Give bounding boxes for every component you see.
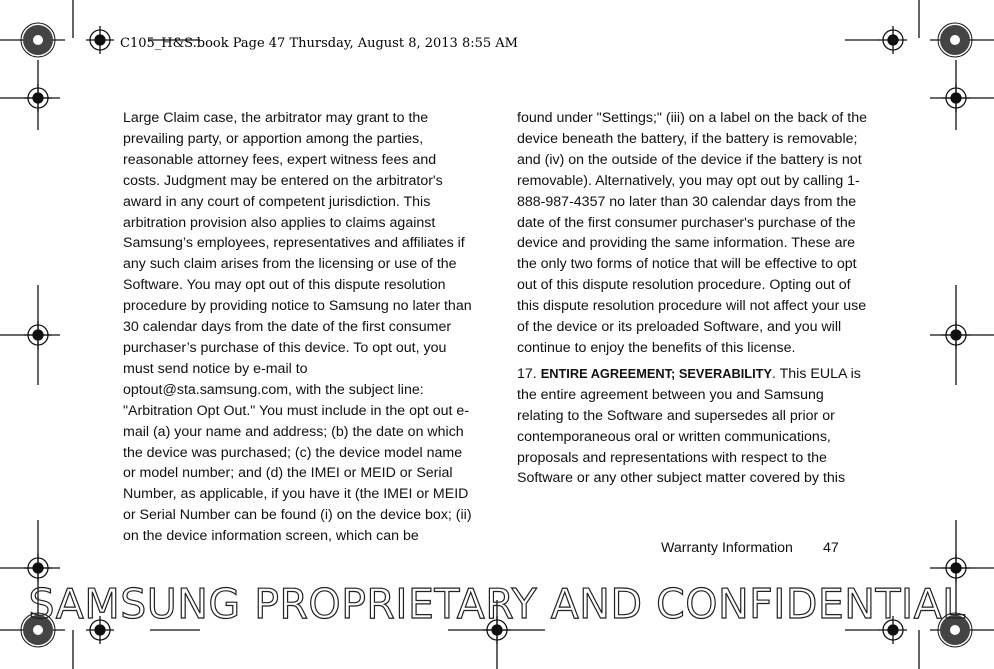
right-paragraph-2 [517, 364, 869, 489]
section-number: 17. [517, 365, 537, 382]
left-paragraph: Large Claim case, the arbitrator may grant to the prevailing party, or apportion among the parties, reasonable attorney fees, expert witness fees and costs. Judgment may be entered on the arbitrator's award in any court of competent jurisdiction. This arbitration provision also applies to claims against Samsung’s employees, representatives and affiliates if any such claim arises from the licensing or use of the Software. You may opt out of this dispute resolution procedure by providing notice to Samsung no later than 30 calendar days from the date of the first consumer purchaser’s purchase of this device. To opt out, you must send notice by e-mail to optout@sta.samsung.com, with the subject line: "Arbitration Opt Out." You must include in the opt out e-mail (a) your name and address; (b) the date on which the device was purchased; (c) the device model name or model number; and (d) the IMEI or MEID or Serial Number, as applicable, if you have it (the IMEI or MEID or Serial Number can be found (i) on the device box; (ii) on the device information screen, which can be [123, 110, 472, 545]
right-paragraph-1: found under "Settings;" (iii) on a label on the back of the device beneath the battery, if the battery is removable; and (iv) on the outside of the device if the battery is not removable). Alternatively, you may opt out by calling 1-888-987-4357 no later than 30 calendar days from the date of the first consumer purchaser's purchase of the device and providing the same information. These are the only two forms of notice that will be effective to opt out of this dispute resolution procedure. Opting out of this dispute resolution procedure will not affect your use of the device or its preloaded Software, and you will continue to enjoy the benefits of this license. [517, 110, 868, 356]
section-body: . This EULA is the entire agreement between you and Samsung relating to the Software and supersedes all prior or contemporaneous oral or written communications, proposals and representations with respect to the Software or any other subject matter covered by this [517, 365, 861, 487]
left-column [123, 108, 475, 547]
confidential-watermark: SAMSUNG PROPRIETARY AND CONFIDENTIAL [28, 580, 966, 628]
page-footer [661, 540, 839, 556]
right-column [517, 108, 869, 489]
page-number: 47 [822, 540, 839, 556]
footer-section-title: Warranty Information [661, 540, 793, 556]
book-header: C105_H&S.book Page 47 Thursday, August 8, 2013 8:55 AM [120, 36, 518, 51]
section-heading: ENTIRE AGREEMENT; SEVERABILITY [540, 365, 772, 381]
